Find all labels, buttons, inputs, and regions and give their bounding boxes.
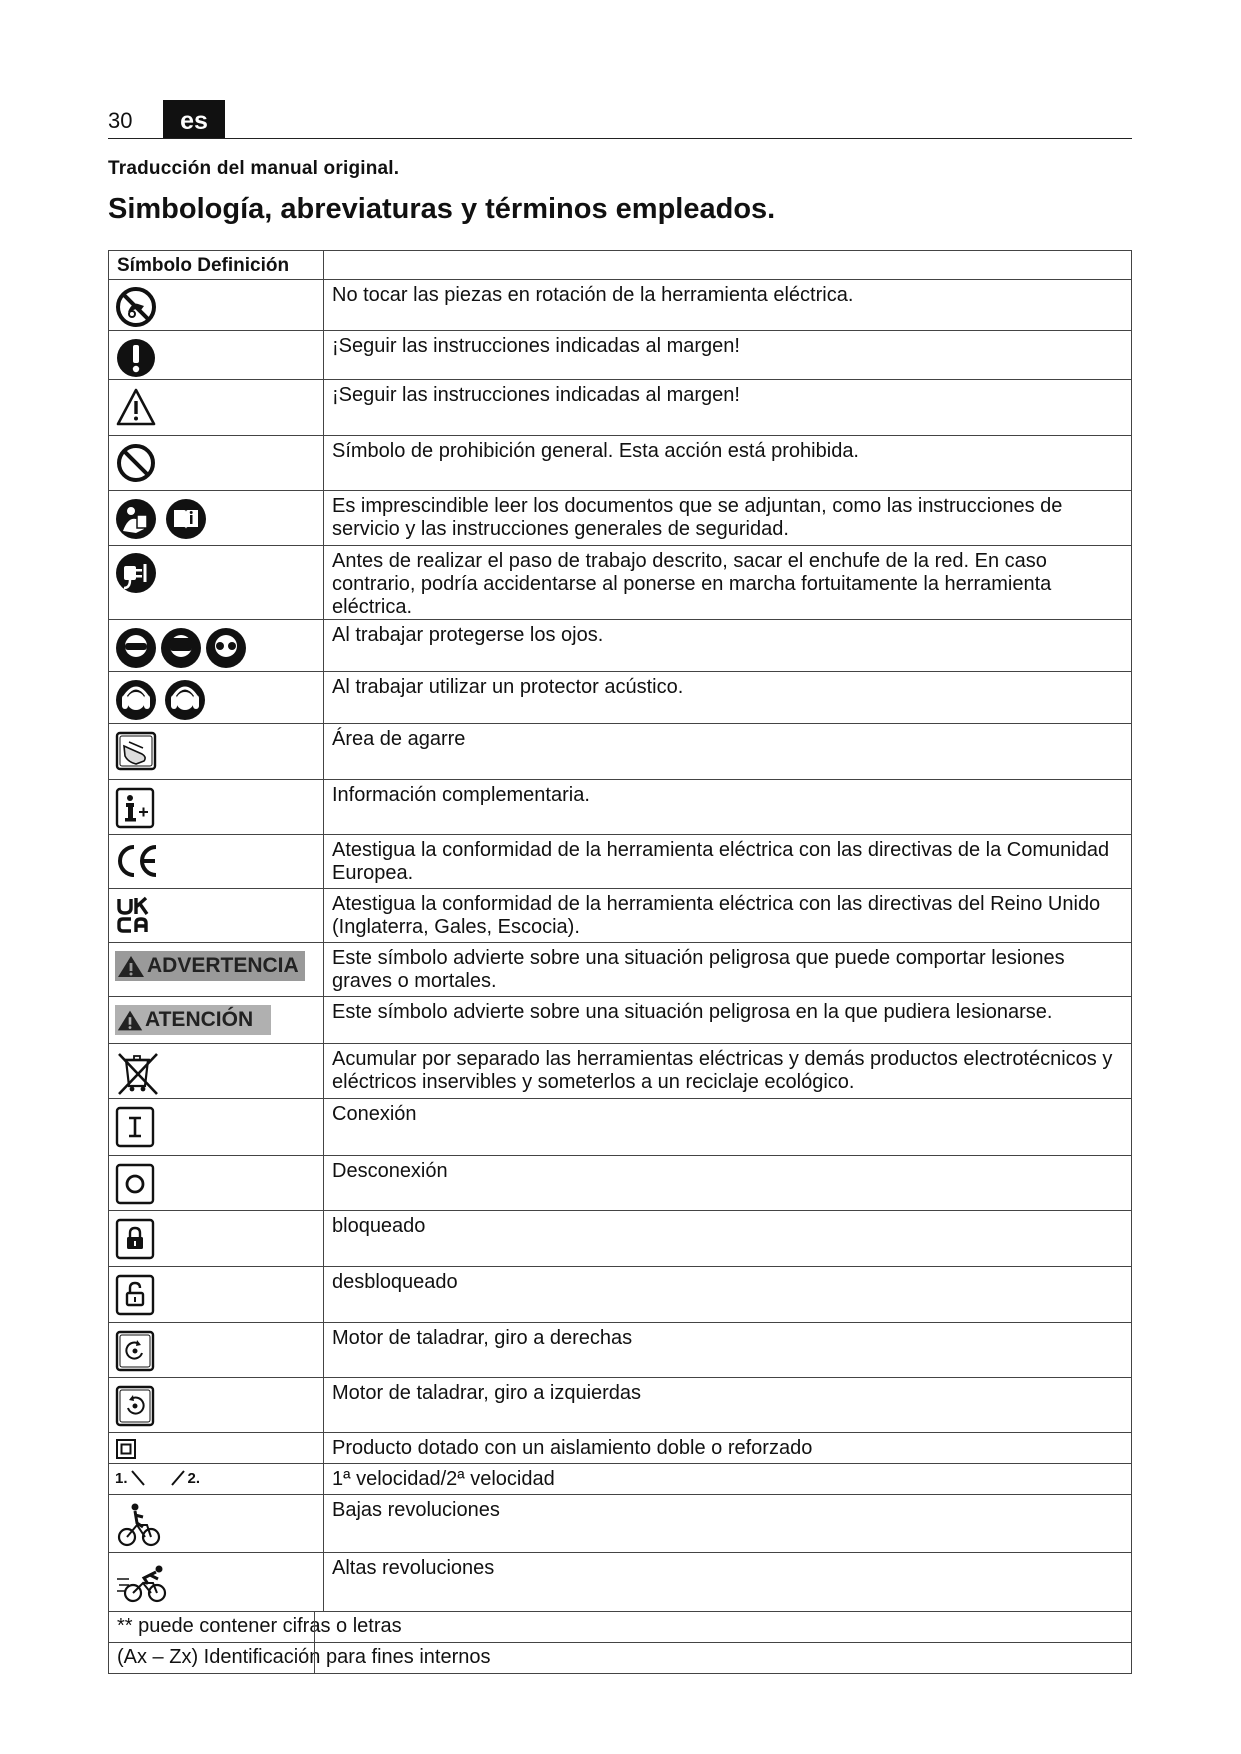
ukca-mark-icon	[115, 895, 155, 937]
language-badge: es	[163, 100, 225, 138]
rotate-right-icon	[115, 1329, 157, 1373]
prohibition-icon	[115, 442, 157, 484]
row-definition: Información complementaria.	[324, 780, 1132, 835]
table-header-blank	[324, 251, 1132, 280]
power-off-icon	[115, 1162, 157, 1206]
row-definition: Es imprescindible leer los documentos que se adjuntan, como las instrucciones de servicio y las instrucciones generales de seguridad.	[324, 491, 1132, 546]
eye-protection-icons	[115, 626, 255, 670]
table-row	[109, 1156, 1132, 1211]
ear-protection-icons	[115, 678, 211, 722]
exclamation-icon	[115, 337, 157, 379]
row-definition: ¡Seguir las instrucciones indicadas al margen!	[324, 331, 1132, 380]
info-plus-icon	[115, 786, 157, 830]
table-row	[109, 1464, 1132, 1495]
row-definition: Al trabajar protegerse los ojos.	[324, 620, 1132, 672]
lock-icon	[115, 1217, 157, 1261]
table-row	[109, 835, 1132, 889]
table-row	[109, 672, 1132, 724]
footnote-text: (Ax – Zx) Identificación para fines internos	[117, 1646, 491, 1668]
table-row	[109, 1553, 1132, 1612]
page-title: Simbología, abreviaturas y términos empleados.	[108, 193, 776, 225]
row-definition: Este símbolo advierte sobre una situación peligrosa que puede comportar lesiones graves o mortales.	[324, 943, 1132, 997]
row-definition: Atestigua la conformidad de la herramienta eléctrica con las directivas de la Comunidad Europea.	[324, 835, 1132, 889]
subtitle: Traducción del manual original.	[108, 158, 400, 179]
page-header	[108, 100, 1132, 139]
row-definition: Motor de taladrar, giro a izquierdas	[324, 1378, 1132, 1433]
read-manual-icons	[115, 497, 215, 541]
gear-lever-icon	[128, 1468, 188, 1488]
advertencia-text: ADVERTENCIA	[147, 954, 299, 977]
table-row	[109, 943, 1132, 997]
unlock-icon	[115, 1273, 157, 1317]
table-row	[109, 280, 1132, 331]
row-definition: ¡Seguir las instrucciones indicadas al margen!	[324, 380, 1132, 436]
footnote-row	[109, 1643, 1132, 1674]
table-header-row	[109, 251, 1132, 280]
row-definition: Producto dotado con un aislamiento doble o reforzado	[324, 1433, 1132, 1464]
table-row	[109, 1323, 1132, 1378]
page-number: 30	[108, 108, 133, 133]
row-definition: 1ª velocidad/2ª velocidad	[324, 1464, 1132, 1495]
symbol-table	[108, 250, 1132, 1674]
row-definition: desbloqueado	[324, 1267, 1132, 1323]
row-definition: bloqueado	[324, 1211, 1132, 1267]
advertencia-label	[115, 951, 305, 981]
table-row	[109, 724, 1132, 780]
row-definition: Área de agarre	[324, 724, 1132, 780]
table-header-symbol: Símbolo Definición	[109, 251, 324, 280]
warning-triangle-icon	[115, 1007, 145, 1033]
unplug-icon	[115, 552, 157, 594]
row-definition: Símbolo de prohibición general. Esta acción está prohibida.	[324, 436, 1132, 491]
low-speed-cyclist-icon	[115, 1501, 165, 1549]
table-row	[109, 1433, 1132, 1464]
row-definition: Atestigua la conformidad de la herramienta eléctrica con las directivas del Reino Unido (Inglaterra, Gales, Escocia).	[324, 889, 1132, 943]
footnote-text: ** puede contener cifras o letras	[117, 1615, 402, 1637]
table-row	[109, 620, 1132, 672]
row-definition: No tocar las piezas en rotación de la herramienta eléctrica.	[324, 280, 1132, 331]
atencion-text: ATENCIÓN	[145, 1008, 254, 1031]
speed-2-label: 2.	[187, 1469, 201, 1487]
table-row	[109, 889, 1132, 943]
table-row	[109, 1211, 1132, 1267]
weee-bin-icon	[115, 1050, 161, 1096]
table-row	[109, 491, 1132, 546]
speed-1-label: 1.	[115, 1469, 128, 1487]
gear-speed-icon	[115, 1468, 323, 1488]
ce-mark-icon	[115, 841, 163, 881]
row-definition: Motor de taladrar, giro a derechas	[324, 1323, 1132, 1378]
row-definition: Al trabajar utilizar un protector acústico.	[324, 672, 1132, 724]
row-definition: Desconexión	[324, 1156, 1132, 1211]
table-row	[109, 1495, 1132, 1553]
high-speed-cyclist-icon	[115, 1559, 175, 1607]
grip-area-icon	[115, 730, 157, 772]
row-definition: Acumular por separado las herramientas eléctricas y demás productos electrotécnicos y eléctricos inservibles y someterlos a un reciclaje ecológico.	[324, 1044, 1132, 1099]
row-definition: Este símbolo advierte sobre una situación peligrosa en la que pudiera lesionarse.	[324, 997, 1132, 1044]
row-definition: Altas revoluciones	[324, 1553, 1132, 1612]
double-insulation-icon	[115, 1438, 137, 1460]
table-row	[109, 1378, 1132, 1433]
table-row	[109, 1099, 1132, 1156]
row-definition: Conexión	[324, 1099, 1132, 1156]
table-row	[109, 380, 1132, 436]
rotate-left-icon	[115, 1384, 157, 1428]
no-touch-rotating-icon	[115, 286, 157, 328]
table-row	[109, 436, 1132, 491]
table-row	[109, 331, 1132, 380]
power-on-icon	[115, 1105, 157, 1149]
warning-triangle-icon	[115, 386, 157, 428]
table-row	[109, 1044, 1132, 1099]
table-row	[109, 546, 1132, 620]
row-definition: Bajas revoluciones	[324, 1495, 1132, 1553]
table-row	[109, 997, 1132, 1044]
table-row	[109, 780, 1132, 835]
atencion-label	[115, 1005, 271, 1035]
table-row	[109, 1267, 1132, 1323]
row-definition: Antes de realizar el paso de trabajo descrito, sacar el enchufe de la red. En caso contrario, podría accidentarse al ponerse en marcha fortuitamente la herramienta eléctrica.	[324, 546, 1132, 620]
warning-triangle-icon	[115, 953, 147, 979]
footnote-row	[109, 1612, 1132, 1643]
